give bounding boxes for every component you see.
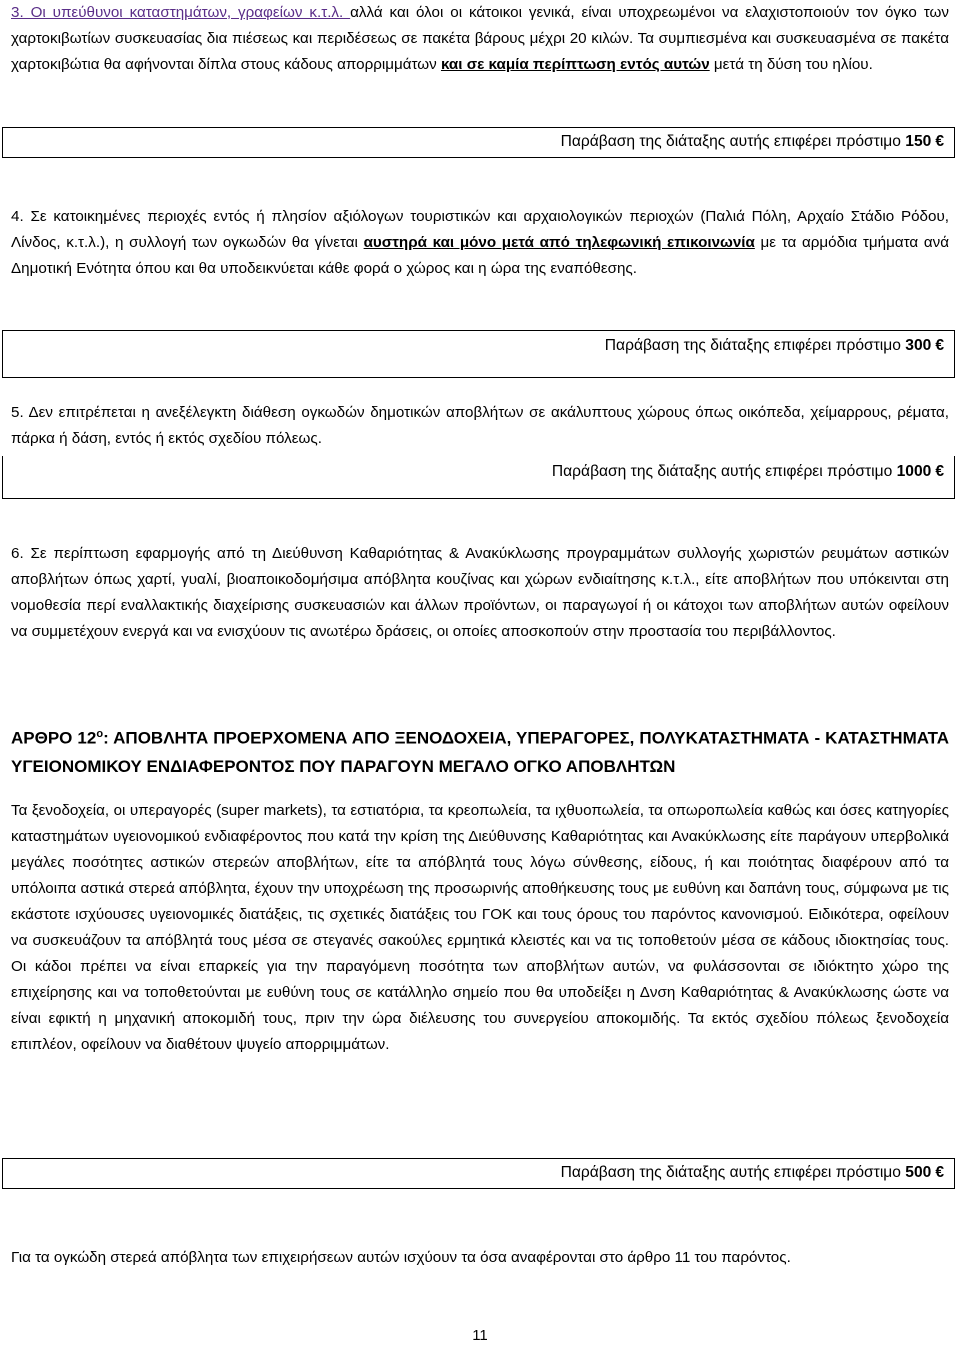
article-title: : ΑΠΟΒΛΗΤΑ ΠΡΟΕΡΧΟΜΕΝΑ ΑΠΟ ΞΕΝΟΔΟΧΕΙΑ, ΥΠΕΡΑΓΟΡΕΣ, ΠΟΛΥΚΑΤΑΣΤΗΜΑΤΑ - ΚΑΤΑΣΤΗΜΑΤΑ ΥΓΕΙΟΝΟΜΙΚΟΥ ΕΝΔΙΑΦΕΡΟΝΤΟΣ ΠΟΥ ΠΑΡΑΓΟΥΝ ΜΕΓΑΛΟ ΟΓΚΟ ΑΠΟΒΛΗΤΩΝ [11,728,949,776]
fine-notice-3 [552,463,944,481]
fine-4-text: Παράβαση της διάταξης αυτής επιφέρει πρόστιμο [560,1164,906,1181]
item-5-text: 5. Δεν επιτρέπεται η ανεξέλεγκτη διάθεση ογκωδών δημοτικών αποβλήτων σε ακάλυπτους χώρους όπως οικόπεδα, χείμαρρους, ρέματα, πάρκα ή δάση, εντός ή εκτός σχεδίου πόλεως. [11,404,949,447]
fine-box-2 [2,330,955,378]
fine-notice-4 [561,1164,944,1182]
page-number: 11 [472,1327,488,1344]
fine-notice-2 [605,337,944,355]
paragraph-item-3 [11,0,949,78]
article-label: ΑΡΘΡΟ 12 [11,728,97,748]
item-4-emphasis: αυστηρά και μόνο μετά από τηλεφωνική επικοινωνία [363,234,755,251]
item-4-text: 4. Σε κατοικημένες περιοχές εντός ή πλησίον αξιόλογων τουριστικών και αρχαιολογικών περιοχών (Παλιά Πόλη, Αρχαίο Στάδιο Ρόδου, Λίνδος, κ.τ.λ.), η συλλογή των ογκωδών θα γίνεται [11,208,949,251]
paragraph-item-4 [11,204,949,282]
closing-paragraph [11,1245,949,1271]
article-heading [11,720,949,781]
paragraph-item-6 [11,541,949,645]
fine-1-text: Παράβαση της διάταξης αυτής επιφέρει πρόστιμο [560,133,906,150]
euro-icon: € [935,133,944,150]
fine-4-amount: 500 [905,1164,932,1181]
article-body [11,798,949,1058]
fine-notice-1 [561,133,944,151]
fine-box-3 [2,456,955,499]
closing-text: Για τα ογκώδη στερεά απόβλητα των επιχειρήσεων αυτών ισχύουν τα όσα αναφέρονται στο άρθρο 11 του παρόντος. [11,1249,791,1266]
item-3-prefix-link[interactable]: 3. Οι υπεύθυνοι καταστημάτων, γραφείων κ.τ.λ. [11,4,351,21]
item-3-suffix: μετά τη δύση του ηλίου. [709,56,873,73]
article-superscript: ο [96,728,104,740]
fine-box-1 [2,127,955,158]
euro-icon: € [935,337,944,354]
item-4-suffix: με τα αρμόδια τμήματα ανά Δημοτική Ενότητα όπου και θα υποδεικνύεται κάθε φορά ο χώρος και η ώρα της εναπόθεσης. [11,234,949,277]
paragraph-item-5 [11,400,949,452]
fine-2-text: Παράβαση της διάταξης επιφέρει πρόστιμο [604,337,906,354]
fine-1-amount: 150 [905,133,932,150]
fine-3-text: Παράβαση της διάταξης αυτής επιφέρει πρόστιμο [551,463,897,480]
euro-icon: € [935,1164,944,1181]
item-3-emphasis: και σε καμία περίπτωση εντός αυτών [440,56,710,73]
item-3-text: αλλά και όλοι οι κάτοικοι γενικά, είναι υποχρεωμένοι να ελαχιστοποιούν τον όγκο των χαρτοκιβωτίων συσκευασίας δια πιέσεως και περιδέσεως σε πακέτα βάρους μέχρι 20 κιλών. Τα συμπιεσμένα και συσκευασμένα σε πακέτα χαρτοκιβώτια θα αφήνονται δίπλα στους κάδους απορριμμάτων [11,4,950,73]
item-6-text: 6. Σε περίπτωση εφαρμογής από τη Διεύθυνση Καθαριότητας & Ανακύκλωσης προγραμμάτων συλλογής χωριστών ρευμάτων αστικών αποβλήτων όπως χαρτί, γυαλί, βιοαποικοδομήσιμα απόβλητα κουζίνας και χώρων ενδιαίτησης κ.τ.λ., είτε αποβλήτων που υπόκεινται στη νομοθεσία περί εναλλακτικής διαχείρισης συσκευασιών και άλλων προϊόντων, οι παραγωγοί ή οι κάτοχοι των αποβλήτων αυτών οφείλουν να συμμετέχουν ενεργά και να ενισχύουν τις ανωτέρω δράσεις, οι οποίες αποσκοπούν στην προστασία του περιβάλλοντος. [11,545,949,640]
fine-2-amount: 300 [905,337,932,354]
article-body-text: Τα ξενοδοχεία, οι υπεραγορές (super markets), τα εστιατόρια, τα κρεοπωλεία, τα ιχθυοπωλεία, τα οπωροπωλεία καθώς και όσες κατηγορίες καταστημάτων υγειονομικού ενδιαφέροντος που κατά την κρίση της Διεύθυνσης Καθαριότητας και Ανακύκλωσης είτε παράγουν υπερβολικά μεγάλες ποσότητες αστικών στερεών αποβλήτων, είτε τα απόβλητά τους λόγω σύνθεσης, είδους, ή και ποιότητας διαφέρουν από τα υπόλοιπα αστικά στερεά απόβλητα, έχουν την υποχρέωση της προσωρινής αποθήκευσης τους με ευθύνη και δαπάνη τους, σύμφωνα με τις εκάστοτε ισχύουσες υγειονομικές διατάξεις, τις σχετικές διατάξεις του ΓΟΚ και τους όρους του παρόντος κανονισμού. Ειδικότερα, οφείλουν να συσκευάζουν τα απόβλητά τους μέσα σε στεγανές σακούλες ερμητικά κλειστές και να τις τοποθετούν μέσα σε κάδους ιδιοκτησίας τους. Οι κάδοι πρέπει να είναι επαρκείς για την παραγόμενη ποσότητα των αποβλήτων αυτών, να φυλάσσονται σε ιδιόκτητο χώρο της επιχείρησης και να τοποθετούνται με ευθύνη τους σε κατάλληλο σημείο που θα υποδείξει η Δνση Καθαριότητας & Ανακύκλωσης ώστε να είναι εφικτή η μηχανική αποκομιδή τους, πριν την ώρα διέλευσης του συνεργείου αποκομιδής. Τα εκτός σχεδίου πόλεως ξενοδοχεία επιπλέον, οφείλουν να διαθέτουν ψυγείο απορριμμάτων. [11,802,949,1053]
euro-icon: € [935,463,944,480]
fine-3-amount: 1000 [896,463,932,480]
fine-box-4 [2,1158,955,1189]
